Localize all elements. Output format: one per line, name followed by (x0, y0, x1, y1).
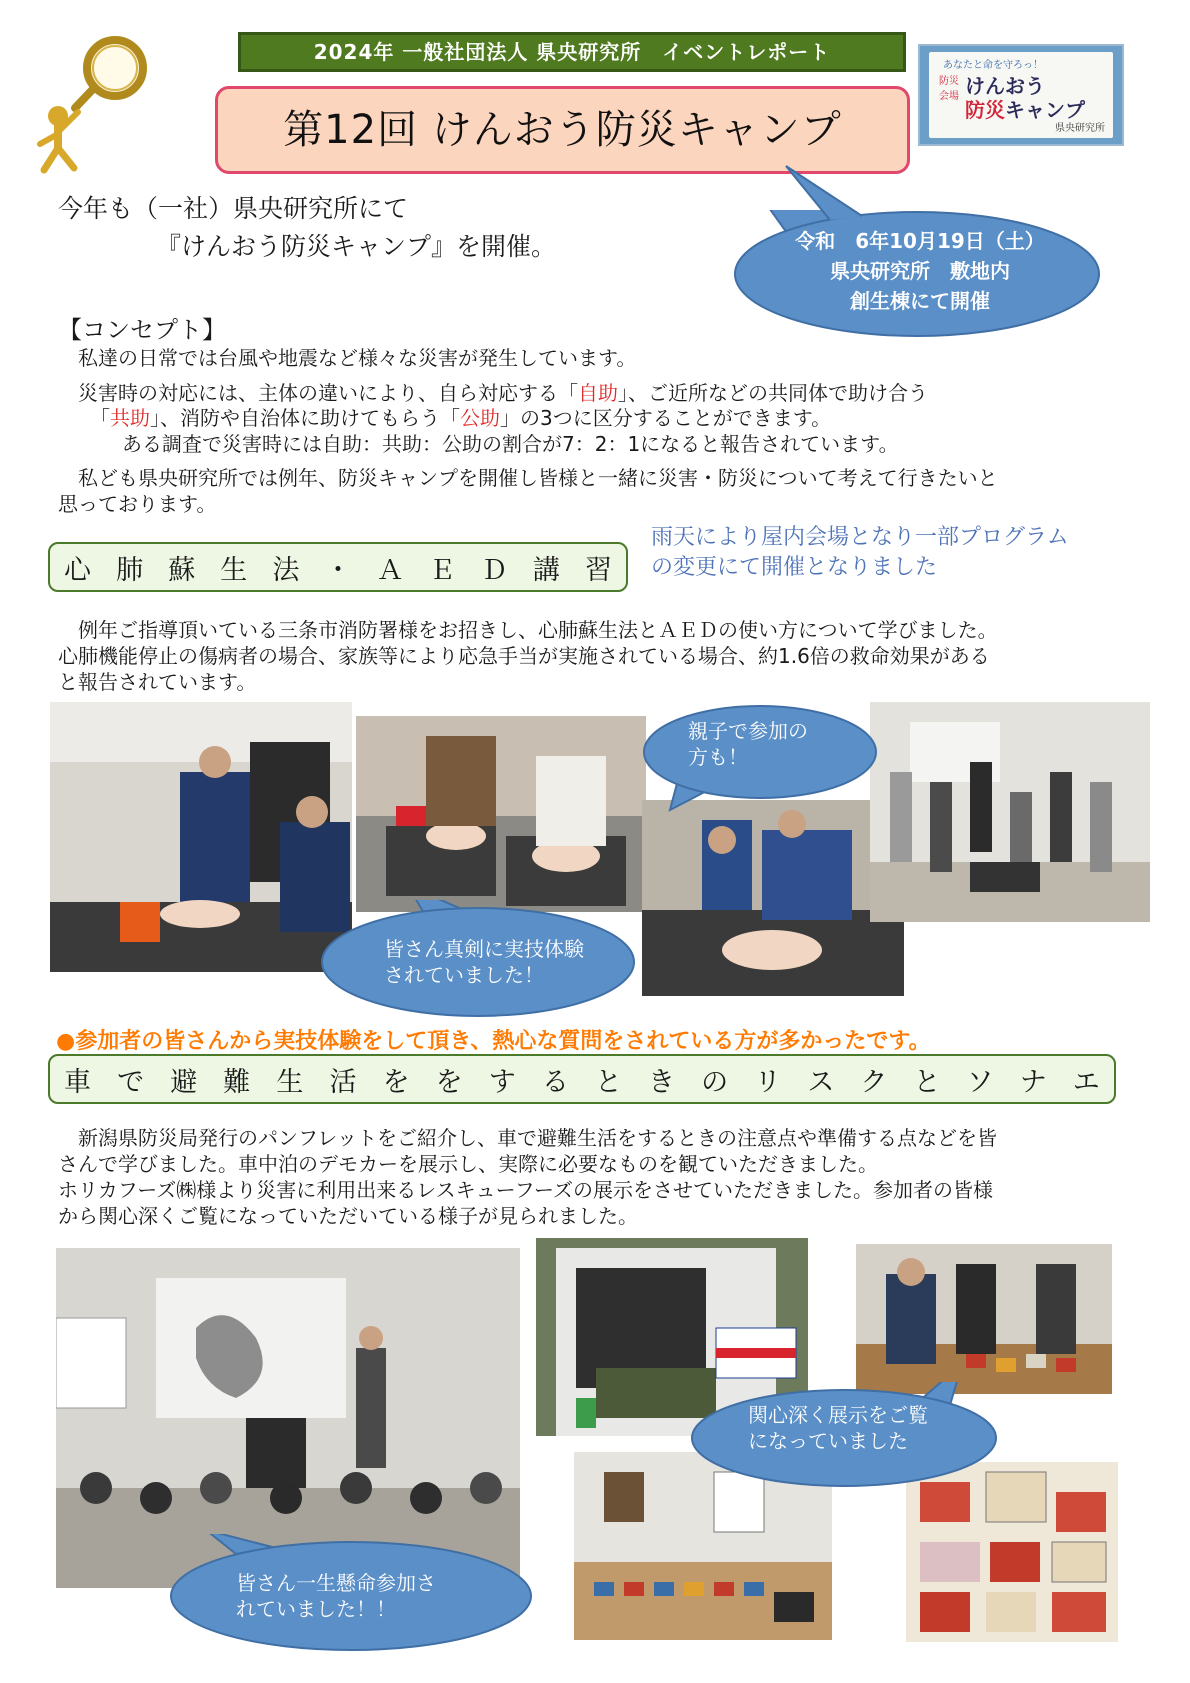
section2-heading-char: の (701, 1066, 729, 1098)
event-building: 創生棟にて開催 (850, 289, 990, 313)
section2-heading-char: ナ (1019, 1066, 1047, 1098)
concept-p4: ある調査で災害時には自助：共助：公助の割合が7：2：1になると報告されています。 (122, 432, 899, 456)
intro-text (58, 190, 556, 266)
page-title: 第12回 けんおう防災キャンプ (215, 86, 910, 174)
bubble-serious-text: 皆さん真剣に実技体験 されていました！ (384, 937, 584, 987)
section1-heading-char: 生 (220, 554, 248, 586)
section1-heading-char: 習 (584, 554, 612, 586)
concept-p2: 災害時の対応には、主体の違いにより、自ら対応する「自助」、ご近所などの共同体で助け合う (78, 381, 928, 405)
photo-food-display-people (856, 1244, 1112, 1394)
section2-heading-char: る (541, 1066, 569, 1098)
section1-heading-char: ・ (324, 554, 352, 586)
photo-firefighter-demo (50, 702, 352, 972)
section1-heading-char: 蘇 (168, 554, 196, 586)
photo-aed-session-room (870, 702, 1150, 922)
intro-line-1: 今年も（一社）県央研究所にて (58, 194, 409, 223)
section2-heading-char: ス (807, 1066, 835, 1098)
section2-heading-char: を (435, 1066, 463, 1098)
event-date: 令和 6年10月19日（土） (795, 229, 1045, 253)
intro-line-2: 『けんおう防災キャンプ』を開催。 (156, 232, 557, 261)
section1-heading-char: 法 (272, 554, 300, 586)
section2-heading-char: を (382, 1066, 410, 1098)
logo-footer: 県央研究所 (1055, 123, 1105, 134)
section1-body-line2: 心肺機能停止の傷病者の場合、家族等により応急手当が実施されている場合、約1.6倍の救命効果がある (58, 644, 990, 668)
section2-body-line2: さんで学びました。車中泊のデモカーを展示し、実際に必要なものを観ていただきました。 (58, 1152, 878, 1176)
logo-tagline: あなたと命を守ろっ！ (943, 60, 1043, 71)
section2-body-line1: 新潟県防災局発行のパンフレットをご紹介し、車で避難生活をするときの注意点や準備する点などを皆 (78, 1126, 997, 1150)
section2-heading-char: リ (754, 1066, 782, 1098)
bubble-parent-child-text: 親子で参加の 方も！ (688, 719, 808, 769)
section2-heading-char: で (117, 1066, 145, 1098)
section1-body-line3: と報告されています。 (58, 670, 257, 694)
logo-line2: 防災キャンプ (965, 98, 1085, 122)
section2-heading-char: ク (860, 1066, 888, 1098)
section1-heading-char: Ｄ (480, 554, 508, 586)
date-bubble-tail (770, 160, 870, 230)
photo-cpr-practice (356, 716, 646, 912)
section1-body-line1: 例年ご指導頂いている三条市消防署様をお招きし、心肺蘇生法とＡＥＤの使い方について学びました。 (78, 618, 998, 642)
section2-heading-char: と (594, 1066, 622, 1098)
photo-parent-child-cpr (642, 800, 904, 996)
section-cpr-aed-heading (48, 542, 628, 592)
section2-heading-char: エ (1072, 1066, 1100, 1098)
section1-heading-char: 肺 (116, 554, 144, 586)
section2-heading-char: 車 (64, 1066, 91, 1098)
concept-p1: 私達の日常では台風や地震など様々な災害が発生しています。 (78, 346, 637, 370)
section1-heading-char: 心 (64, 554, 91, 586)
event-logo-sign (918, 44, 1124, 146)
concept-heading: 【コンセプト】 (58, 316, 226, 344)
concept-p3: 「共助」、消防や自治体に助けてもらう「公助」の3つに区分することができます。 (90, 406, 832, 430)
bubble-display-viewing-text: 関心深く展示をご覧 になっていました (748, 1403, 928, 1453)
section2-body-line3: ホリカフーズ㈱様より災害に利用出来るレスキューフーズの展示をさせていただきました。参加者の皆様 (58, 1178, 993, 1202)
section2-heading-char: き (648, 1066, 676, 1098)
concept-p5-line1: 私ども県央研究所では例年、防災キャンプを開催し皆様と一緒に災害・防災について考えて行きたいと (78, 466, 998, 490)
section2-heading-char: す (488, 1066, 516, 1098)
logo-line1: けんおう (965, 74, 1045, 98)
magnifier-mascot-icon (20, 28, 160, 178)
bubble-participants-text: 皆さん一生懸命参加さ れていました！！ (236, 1571, 436, 1621)
concept-p5-line2: 思っております。 (58, 492, 217, 516)
section1-heading-char: 講 (532, 554, 560, 586)
lightbulb-icon: ● (56, 1029, 76, 1054)
logo-badge: 防災会場 (939, 76, 959, 102)
section-car-evacuation-heading (48, 1054, 1116, 1104)
section2-heading-char: ソ (966, 1066, 994, 1098)
section2-heading-char: 活 (329, 1066, 357, 1098)
event-date-text (760, 226, 1080, 316)
section1-heading-char: Ａ (376, 554, 404, 586)
section2-body-line4: から関心深くご覧になっていただいている様子が見られました。 (58, 1204, 638, 1228)
section1-heading-char: Ｅ (428, 554, 456, 586)
highlight-note: ●参加者の皆さんから実技体験をして頂き、熱心な質問をされている方が多かったです。 (56, 1029, 931, 1054)
event-venue: 県央研究所 敷地内 (830, 259, 1010, 283)
event-report-band: 2024年 一般社団法人 県央研究所 イベントレポート (238, 32, 906, 72)
rain-note: 雨天により屋内会場となり一部プログラム の変更にて開催となりました (651, 525, 1069, 580)
section2-heading-char: と (913, 1066, 941, 1098)
section2-heading-char: 避 (170, 1066, 198, 1098)
section2-heading-char: 難 (223, 1066, 251, 1098)
section2-heading-char: 生 (276, 1066, 304, 1098)
